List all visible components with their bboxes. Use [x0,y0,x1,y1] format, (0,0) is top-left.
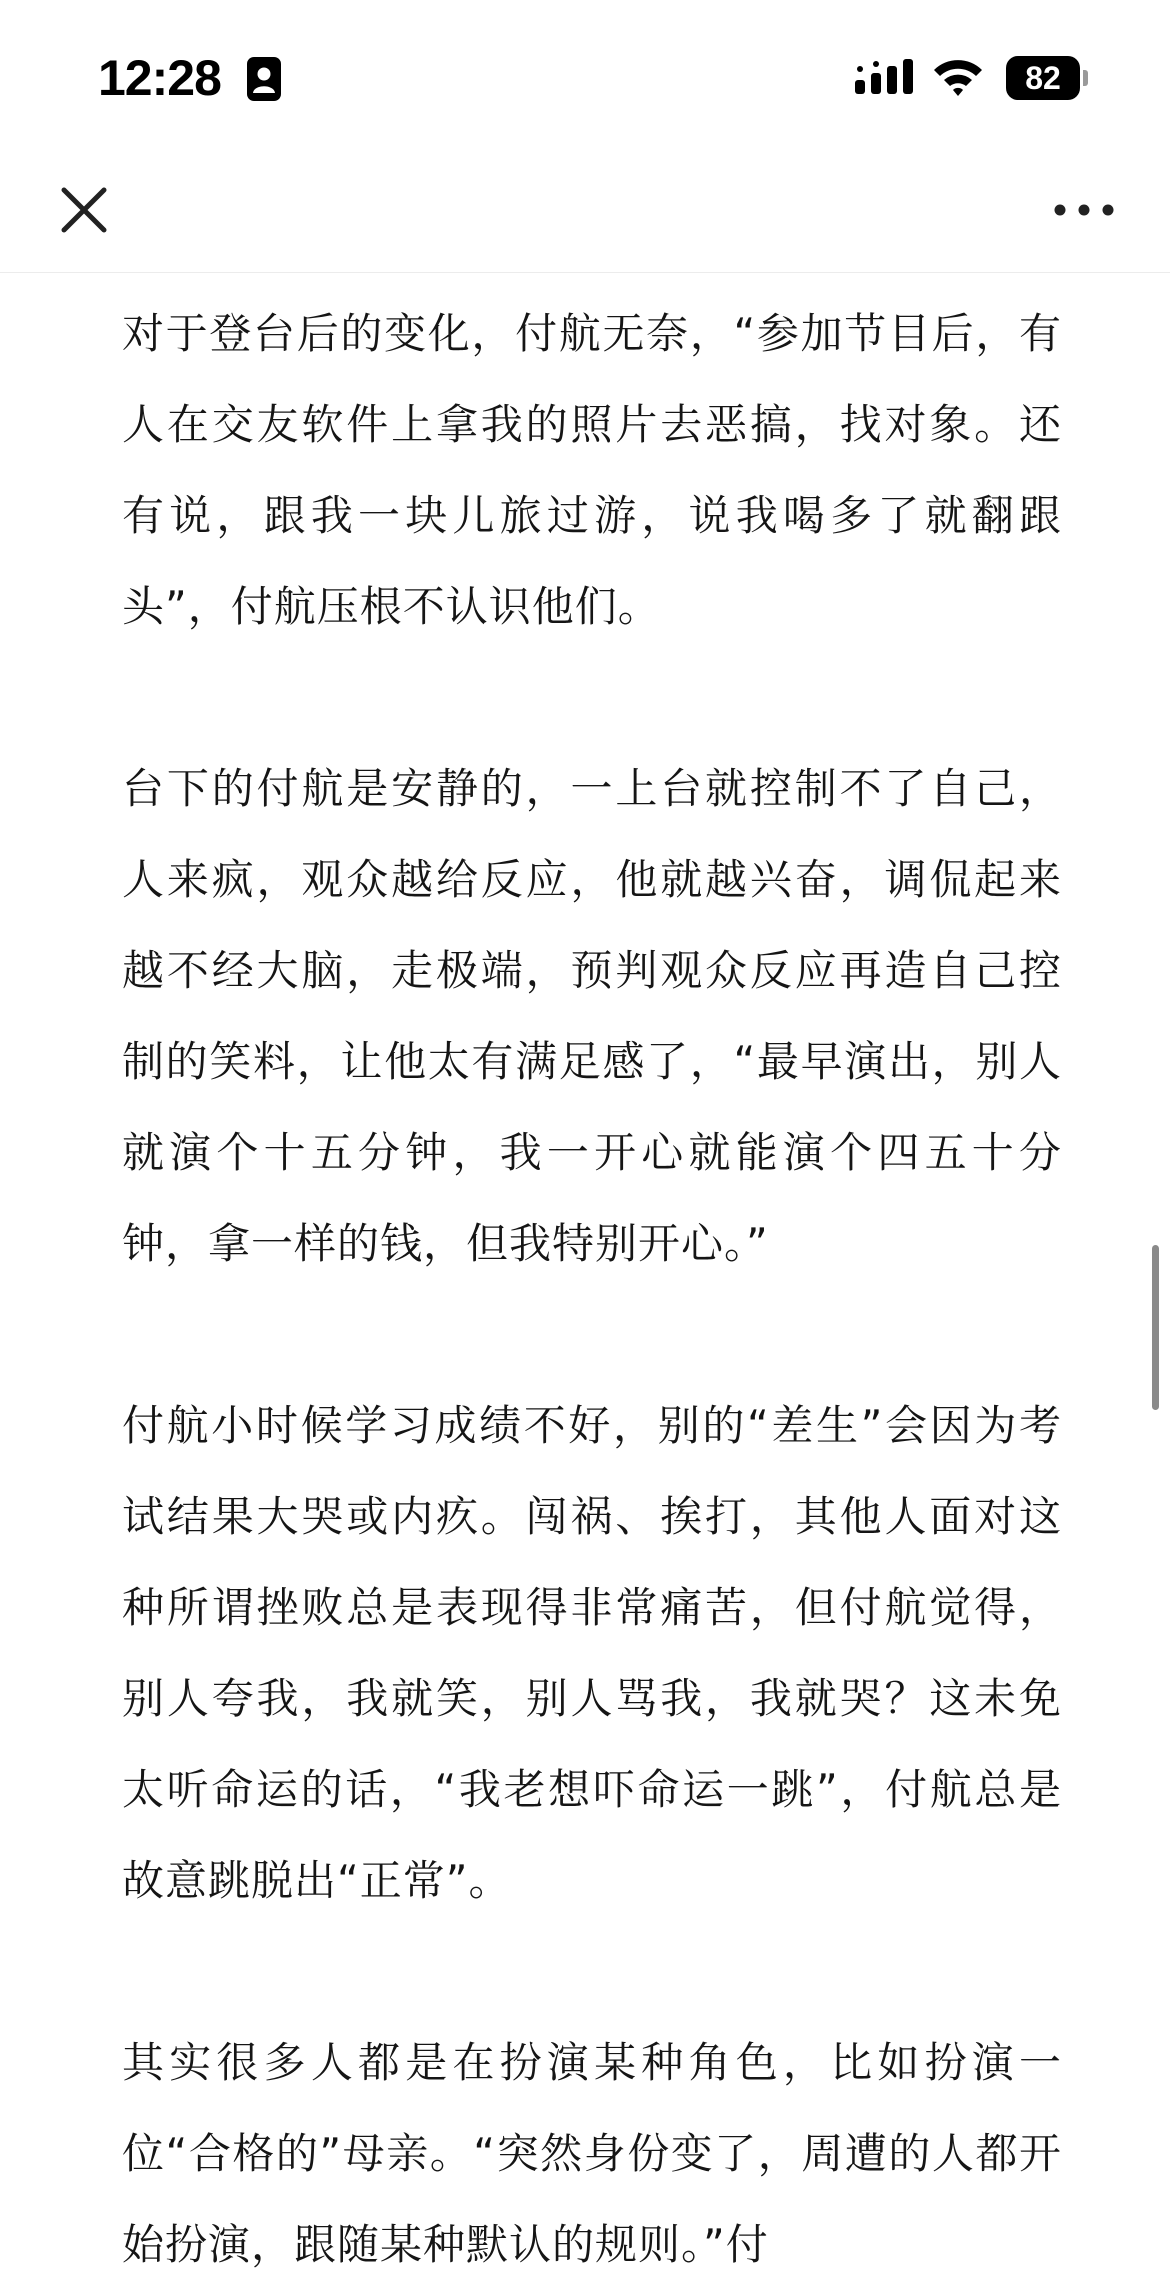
cellular-signal-icon [855,58,915,98]
article-paragraph: 付航小时候学习成绩不好，别的“差生”会因为考试结果大哭或内疚。闯祸、挨打，其他人面对这种所谓挫败总是表现得非常痛苦，但付航觉得，别人夸我，我就笑，别人骂我，我就哭？这未免太听命运的话，“我老想吓命运一跳”，付航总是故意跳脱出“正常”。 [122,1401,1062,1905]
status-time: 12:28 [98,50,221,106]
status-bar [0,0,1170,150]
wifi-icon [932,56,984,98]
close-icon [52,178,116,242]
battery-level: 82 [1025,60,1061,96]
battery-cap [1083,70,1088,86]
battery-icon [1006,56,1086,100]
article-paragraph: 台下的付航是安静的，一上台就控制不了自己，人来疯，观众越给反应，他就越兴奋，调侃起来越不经大脑，走极端，预判观众反应再造自己控制的笑料，让他太有满足感了，“最早演出，别人就演个十五分钟，我一开心就能演个四五十分钟，拿一样的钱，但我特别开心。” [122,764,1062,1268]
more-options-button[interactable] [1048,178,1120,242]
close-button[interactable] [52,178,116,242]
contact-card-icon [247,57,281,101]
article-paragraph: 对于登台后的变化，付航无奈，“参加节目后，有人在交友软件上拿我的照片去恶搞，找对象。还有说，跟我一块儿旅过游，说我喝多了就翻跟头”，付航压根不认识他们。 [122,309,1062,631]
top-nav-bar [0,150,1170,273]
scroll-indicator[interactable] [1152,1245,1159,1410]
article-body [122,288,1062,2290]
article-paragraph: 其实很多人都是在扮演某种角色，比如扮演一位“合格的”母亲。“突然身份变了，周遭的人都开始扮演，跟随某种默认的规则。”付 [122,2038,1062,2269]
more-icon [1048,178,1120,242]
